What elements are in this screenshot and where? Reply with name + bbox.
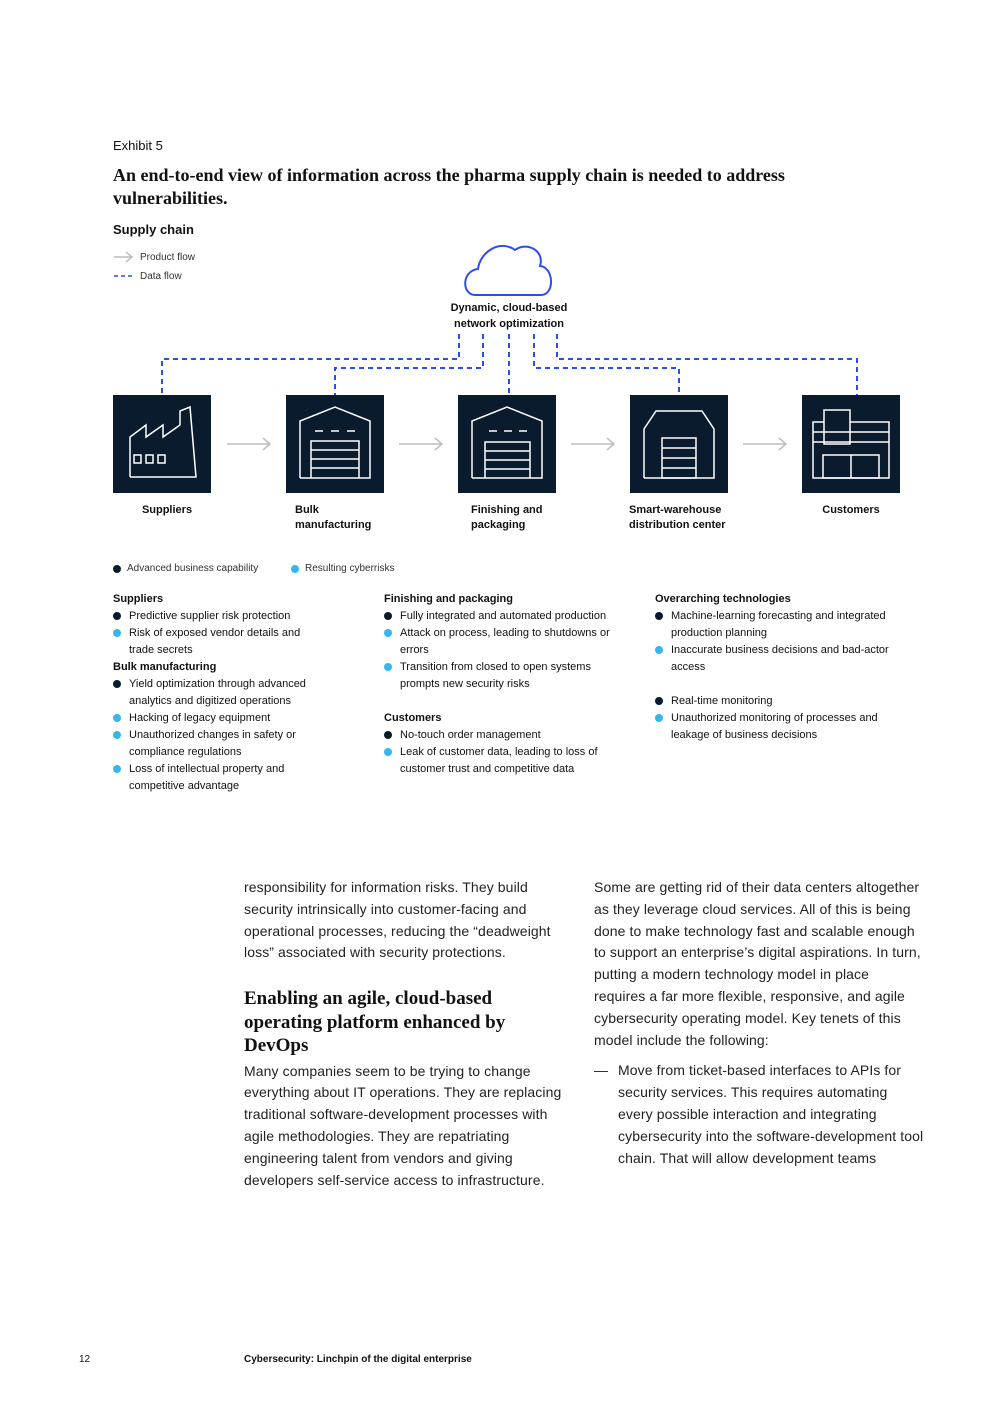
stage-box-bulk <box>286 395 384 493</box>
capability-dot-icon <box>384 612 392 620</box>
list-item-text: Predictive supplier risk protection <box>129 610 291 622</box>
risk-dot-icon <box>113 714 121 722</box>
stage-label-bulk <box>295 503 371 533</box>
product-flow-arrow-3 <box>571 438 614 450</box>
stage-box-warehouse <box>630 395 728 493</box>
list-item-text: Transition from closed to open systems prompts new security risks <box>400 661 591 690</box>
key-capability-label: Advanced business capability <box>127 563 259 574</box>
capability-dot-icon <box>113 565 121 573</box>
details-column-1 <box>113 591 328 795</box>
article-right-column <box>594 877 924 1169</box>
cloud-icon <box>465 246 551 295</box>
data-flow-warehouse <box>534 334 679 395</box>
exhibit-label: Exhibit 5 <box>113 138 163 153</box>
capability-dot-icon <box>655 697 663 705</box>
cloud-label-line2: network optimization <box>454 318 564 330</box>
dash-bullet: — <box>594 1062 609 1079</box>
warehouse-icon <box>458 395 556 493</box>
stage-label-suppliers-line1: Suppliers <box>141 504 193 516</box>
list-item-text: Machine-learning forecasting and integrated production planning <box>671 610 886 639</box>
product-flow-arrow-1 <box>227 438 270 450</box>
risk-dot-icon <box>384 629 392 637</box>
legend-data-flow-label: Data flow <box>140 270 182 282</box>
article-right-bullet-1-text: Move from ticket-based interfaces to APIs for security services. This requires automating every possible interaction and integrating cybersecurity into the software-development tool chain. That will allow development teams <box>618 1062 924 1166</box>
details-customers-heading: Customers <box>384 712 442 724</box>
details-bulk-heading: Bulk manufacturing <box>113 661 217 673</box>
details-bulk-list <box>113 676 328 795</box>
stage-label-bulk-line2: manufacturing <box>295 519 372 531</box>
list-item <box>384 659 624 693</box>
warehouse-icon <box>286 395 384 493</box>
list-item <box>655 642 905 676</box>
data-flow-lines <box>162 334 857 395</box>
list-item-text: Unauthorized changes in safety or compliance regulations <box>129 729 296 758</box>
key-risk-label: Resulting cyberrisks <box>305 563 395 574</box>
details-finishing-list <box>384 608 624 693</box>
details-column-2 <box>384 591 624 778</box>
capability-dot-icon <box>655 612 663 620</box>
footer-title: Cybersecurity: Linchpin of the digital enterprise <box>244 1354 472 1365</box>
list-item-text: No-touch order management <box>400 729 541 741</box>
risk-dot-icon <box>291 565 299 573</box>
article-heading: Enabling an agile, cloud-based operating platform enhanced by DevOps <box>244 988 506 1057</box>
stage-box-suppliers <box>113 395 211 493</box>
list-item-text: Loss of intellectual property and competitive advantage <box>129 763 285 792</box>
cloud-label <box>440 300 578 332</box>
list-item-text: Leak of customer data, leading to loss of customer trust and competitive data <box>400 746 598 775</box>
list-spacer <box>655 676 905 693</box>
stage-label-bulk-line1: Bulk <box>295 504 319 516</box>
stage-label-suppliers <box>113 503 221 518</box>
list-item <box>113 761 328 795</box>
details-column-3 <box>655 591 905 744</box>
list-item <box>655 710 905 744</box>
supply-chain-title: Supply chain <box>113 222 194 237</box>
stage-label-warehouse-line1: Smart-warehouse <box>629 504 722 516</box>
list-item-text: Risk of exposed vendor details and trade secrets <box>129 627 301 656</box>
legend-product-flow-label: Product flow <box>140 251 196 263</box>
capability-dot-icon <box>113 680 121 688</box>
stage-label-finishing <box>471 503 543 533</box>
list-item <box>384 625 624 659</box>
store-icon <box>802 395 900 493</box>
factory-icon <box>113 395 211 493</box>
list-item <box>113 608 328 625</box>
data-flow-bulk <box>335 334 483 395</box>
list-item-text: Attack on process, leading to shutdowns or errors <box>400 627 610 656</box>
warehouse-icon <box>630 395 728 493</box>
article-right-bullet-1 <box>594 1060 924 1169</box>
stage-box-customers <box>802 395 900 493</box>
key-capability <box>113 563 258 574</box>
details-overarching-heading: Overarching technologies <box>655 593 791 605</box>
data-flow-customers <box>557 334 857 395</box>
risk-dot-icon <box>113 731 121 739</box>
list-item <box>384 744 624 778</box>
list-item <box>113 710 328 727</box>
stage-label-customers-line1: Customers <box>822 504 880 516</box>
product-flow-arrow-2 <box>399 438 442 450</box>
product-flow-arrow-4 <box>743 438 786 450</box>
stage-label-customers <box>802 503 900 518</box>
data-flow-suppliers <box>162 334 459 395</box>
page-number: 12 <box>79 1354 91 1365</box>
capability-dot-icon <box>113 612 121 620</box>
details-finishing-heading: Finishing and packaging <box>384 593 513 605</box>
details-suppliers-list <box>113 608 328 659</box>
list-item <box>384 608 624 625</box>
list-item <box>113 676 328 710</box>
details-suppliers-heading: Suppliers <box>113 593 164 605</box>
stage-label-warehouse-line2: distribution center <box>629 519 726 531</box>
risk-dot-icon <box>113 629 121 637</box>
list-item <box>113 727 328 761</box>
list-item <box>113 625 328 659</box>
details-overarching-list <box>655 608 905 744</box>
list-item-text: Fully integrated and automated production <box>400 610 607 622</box>
capability-dot-icon <box>384 731 392 739</box>
list-item <box>655 693 905 710</box>
stage-label-finishing-line1: Finishing and <box>471 504 543 516</box>
list-item <box>655 608 905 642</box>
risk-dot-icon <box>655 646 663 654</box>
stage-label-warehouse <box>629 503 726 533</box>
list-item-text: Unauthorized monitoring of processes and leakage of business decisions <box>671 712 878 741</box>
cloud-label-line1: Dynamic, cloud-based <box>450 302 568 314</box>
article-left-paragraph-2: Many companies seem to be trying to change everything about IT operations. They are replacing traditional software-development processes with agile methodologies. They are repatriating engineering talent from vendors and giving developers self-service access to infrastructure. <box>244 1062 562 1188</box>
list-item-text: Yield optimization through advanced analytics and digitized operations <box>129 678 306 707</box>
list-item-text: Inaccurate business decisions and bad-actor access <box>671 644 889 673</box>
key-risk <box>291 563 394 574</box>
article-right-paragraph-1: Some are getting rid of their data centers altogether as they leverage cloud services. All of this is being done to make technology fast and scalable enough to support an enterprise’s digital aspirations. In turn, putting a modern technology model in place requires a far more flexible, responsive, and agile cybersecurity operating model. Key tenets of this model include the following: <box>594 879 921 1048</box>
risk-dot-icon <box>113 765 121 773</box>
list-item <box>384 727 624 744</box>
stage-box-finishing <box>458 395 556 493</box>
risk-dot-icon <box>384 663 392 671</box>
exhibit-title: An end-to-end view of information across the pharma supply chain is needed to address vulnerabilities. <box>113 165 785 208</box>
risk-dot-icon <box>655 714 663 722</box>
article-left-column <box>244 877 579 1191</box>
stage-label-finishing-line2: packaging <box>471 519 526 531</box>
risk-dot-icon <box>384 748 392 756</box>
details-customers-list <box>384 727 624 778</box>
article-left-paragraph-1: responsibility for information risks. They build security intrinsically into customer-facing and operational processes, reducing the “deadweight loss” associated with security protections. <box>244 879 551 961</box>
list-item-text: Hacking of legacy equipment <box>129 712 271 724</box>
list-item-text: Real-time monitoring <box>671 695 773 707</box>
